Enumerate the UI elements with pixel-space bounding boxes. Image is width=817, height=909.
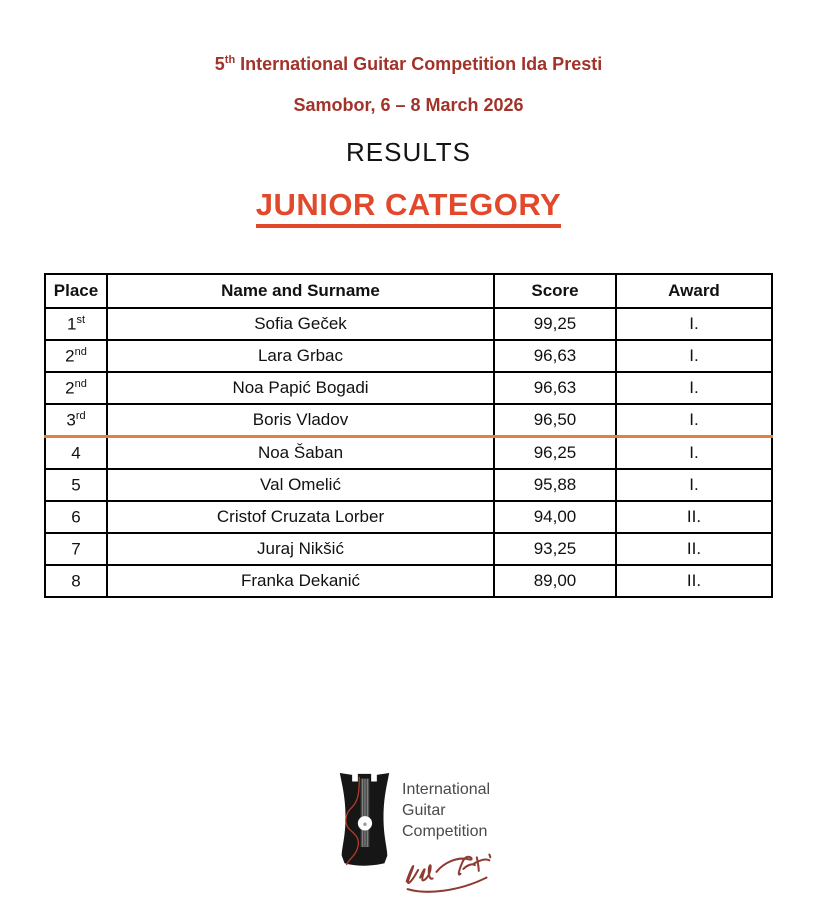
place-ordinal: st [76, 313, 86, 326]
name-cell: Noa Papić Bogadi [107, 372, 494, 404]
score-cell: 96,63 [494, 372, 616, 404]
name-cell: Val Omelić [107, 469, 494, 501]
place-cell [45, 308, 107, 340]
place-cell [45, 437, 107, 470]
name-cell: Noa Šaban [107, 437, 494, 470]
logo-text-block [402, 771, 497, 893]
place-cell [45, 340, 107, 372]
competition-title [0, 50, 817, 75]
logo-text-line1: International [402, 781, 491, 798]
place-ordinal: nd [74, 345, 87, 358]
table-row-podium-separator [45, 404, 772, 437]
table-row [45, 437, 772, 470]
award-cell: I. [616, 340, 772, 372]
table-row [45, 340, 772, 372]
column-header-name: Name and Surname [107, 274, 494, 308]
place-value: 3 [66, 410, 76, 430]
place-cell [45, 469, 107, 501]
name-cell: Boris Vladov [107, 404, 494, 437]
award-cell: II. [616, 533, 772, 565]
title-number: 5 [214, 54, 225, 74]
place-cell [45, 372, 107, 404]
table-row [45, 308, 772, 340]
score-cell: 89,00 [494, 565, 616, 597]
score-cell: 93,25 [494, 533, 616, 565]
column-header-award: Award [616, 274, 772, 308]
table-header-row [45, 274, 772, 308]
place-value: 7 [71, 539, 81, 559]
category-heading-text: JUNIOR CATEGORY [256, 187, 561, 228]
place-value: 6 [71, 507, 81, 527]
name-cell: Cristof Cruzata Lorber [107, 501, 494, 533]
place-value: 5 [71, 475, 81, 495]
award-cell: I. [616, 469, 772, 501]
results-table [44, 273, 773, 598]
award-cell: II. [616, 501, 772, 533]
name-cell: Lara Grbac [107, 340, 494, 372]
title-text: International Guitar Competition Ida Presti [235, 54, 603, 74]
award-cell: I. [616, 308, 772, 340]
table-row [45, 469, 772, 501]
competition-logo [8, 771, 817, 893]
score-cell: 96,63 [494, 340, 616, 372]
place-ordinal: nd [74, 377, 87, 390]
score-cell: 94,00 [494, 501, 616, 533]
table-row [45, 565, 772, 597]
place-cell [45, 404, 107, 437]
guitar-tower-icon [336, 771, 393, 868]
place-value: 4 [71, 443, 81, 463]
category-heading [0, 187, 817, 228]
name-cell: Sofia Geček [107, 308, 494, 340]
title-ordinal-suffix: th [224, 54, 236, 66]
name-cell: Juraj Nikšić [107, 533, 494, 565]
place-ordinal: rd [75, 409, 86, 422]
place-cell [45, 501, 107, 533]
table-row [45, 501, 772, 533]
column-header-score: Score [494, 274, 616, 308]
place-cell [45, 533, 107, 565]
place-value: 8 [71, 571, 81, 591]
place-cell [45, 565, 107, 597]
event-date-location: Samobor, 6 – 8 March 2026 [293, 95, 524, 115]
name-cell: Franka Dekanić [107, 565, 494, 597]
table-row [45, 533, 772, 565]
results-heading: RESULTS [346, 137, 471, 167]
ida-presti-signature-icon [399, 843, 497, 893]
award-cell: II. [616, 565, 772, 597]
award-cell: I. [616, 437, 772, 470]
score-cell: 96,50 [494, 404, 616, 437]
place-value: 1 [66, 314, 77, 334]
place-value: 2 [65, 346, 75, 366]
award-cell: I. [616, 404, 772, 437]
logo-text-line3: Competition [402, 823, 488, 840]
score-cell: 96,25 [494, 437, 616, 470]
score-cell: 95,88 [494, 469, 616, 501]
logo-text-line2: Guitar [402, 802, 446, 819]
award-cell: I. [616, 372, 772, 404]
place-value: 2 [65, 378, 75, 398]
table-row [45, 372, 772, 404]
column-header-place: Place [45, 274, 107, 308]
score-cell: 99,25 [494, 308, 616, 340]
